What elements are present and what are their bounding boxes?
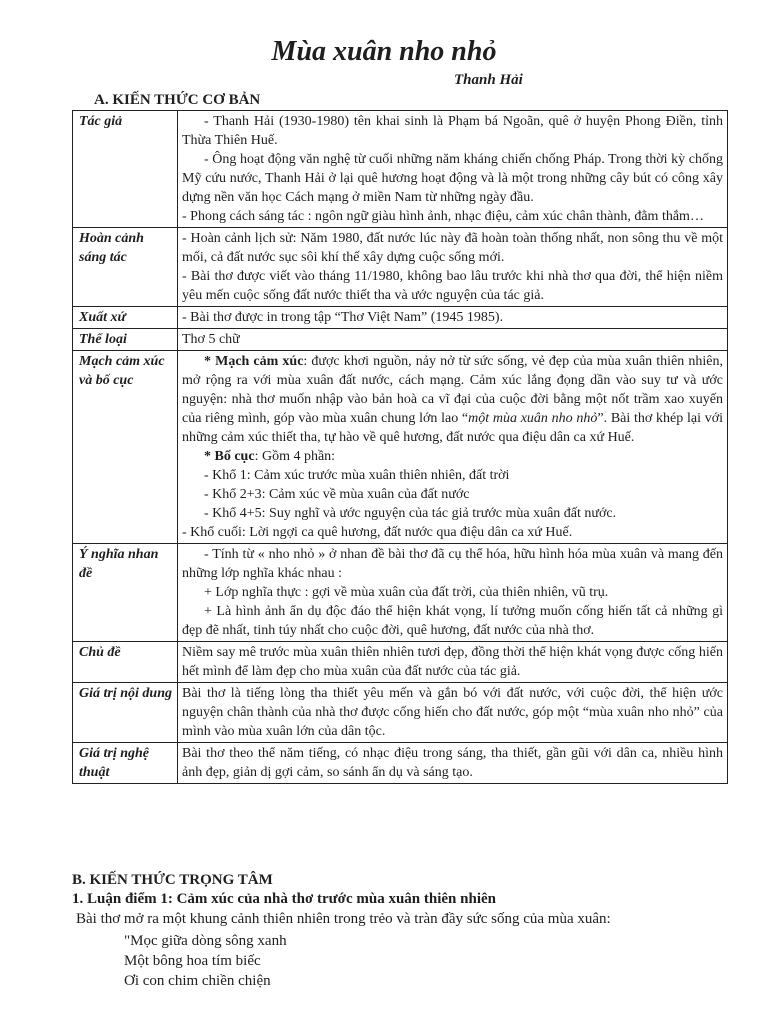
paragraph: - Khổ cuối: Lời ngợi ca quê hương, đất nước qua điệu dân ca xứ Huế. (182, 525, 573, 540)
paragraph: Bài thơ theo thể năm tiếng, có nhạc điệu trong sáng, tha thiết, gần gũi với dân ca, nhiều hình ảnh đẹp, giản dị gợi cảm, so sánh ẩn dụ và sáng tạo. (182, 746, 723, 780)
poem-line: "Mọc giữa dòng sông xanh (124, 933, 287, 949)
row-content (178, 329, 728, 351)
row-content (178, 642, 728, 683)
poem-line: Ơi con chim chiền chiện (124, 973, 271, 989)
row-content (178, 111, 728, 228)
paragraph: - Hoàn cảnh lịch sử: Năm 1980, đất nước lúc này đã hoàn toàn thống nhất, non sông thu về một mối, cả đất nước sục sôi khí thế xây dựng cuộc sống mới. (182, 231, 723, 265)
paragraph: Niềm say mê trước mùa xuân thiên nhiên tươi đẹp, đồng thời thể hiện khát vọng được cống hiến hết mình để làm đẹp cho mùa xuân của đất nước của tác giả. (182, 645, 723, 679)
paragraph: - Bài thơ được in trong tập “Thơ Việt Nam” (1945 1985). (182, 310, 504, 325)
row-label: Ý nghĩa nhan đề (73, 544, 178, 642)
row-label: Tác giả (73, 111, 178, 228)
text-run: ”. Bài thơ khép lại với những cảm xúc thiết tha, tự hào về quê hương, đất nước qua điệu dân ca xứ Huế. (182, 411, 723, 445)
table-row (73, 642, 728, 683)
paragraph: Bài thơ là tiếng lòng tha thiết yêu mến và gắn bó với đất nước, với cuộc đời, thể hiện ước nguyện chân thành của nhà thơ được cống hiến cho đất nước, góp một “mùa xuân nho nhỏ” của mình vào mùa xuân lớn của dân tộc. (182, 686, 723, 739)
row-content (178, 351, 728, 544)
section-b-heading: B. KIẾN THỨC TRỌNG TÂM (72, 872, 273, 888)
paragraph (182, 352, 723, 447)
table-row (73, 329, 728, 351)
point-1-heading: 1. Luận điểm 1: Cảm xúc của nhà thơ trước mùa xuân thiên nhiên (72, 891, 496, 907)
intro-text: Bài thơ mở ra một khung cảnh thiên nhiên trong trẻo và tràn đầy sức sống của mùa xuân: (76, 911, 611, 927)
author-name: Thanh Hải (454, 72, 523, 88)
row-label: Giá trị nội dung (73, 683, 178, 743)
list-item: - Khổ 2+3: Cảm xúc về mùa xuân của đất nước (204, 487, 470, 502)
table-row (73, 351, 728, 544)
paragraph: Thơ 5 chữ (182, 332, 240, 347)
paragraph: - Thanh Hải (1930-1980) tên khai sinh là Phạm bá Ngoãn, quê ở huyện Phong Điền, tỉnh Thừa Thiên Huế. (182, 114, 723, 148)
page-title: Mùa xuân nho nhỏ (271, 36, 497, 67)
paragraph: - Bài thơ được viết vào tháng 11/1980, không bao lâu trước khi nhà thơ qua đời, thể hiện niềm yêu mến cuộc sống đất nước thiết tha và ước nguyện của tác giả. (182, 269, 723, 303)
text-run: : Gồm 4 phần: (254, 449, 336, 464)
paragraph: - Tính từ « nho nhỏ » ở nhan đề bài thơ đã cụ thể hóa, hữu hình hóa mùa xuân và mang đến những lớp nghĩa khác nhau : (182, 547, 723, 581)
table-row (73, 228, 728, 307)
paragraph: + Lớp nghĩa thực : gợi về mùa xuân của đất trời, của thiên nhiên, vũ trụ. (204, 585, 609, 600)
text-run: : được khơi nguồn, nảy nở từ sức sống, vẻ đẹp của mùa xuân thiên nhiên, mở rộng ra với mùa xuân đất nước, cách mạng. Cảm xúc lắng đọng dần vào suy tư và ước nguyện: nhà thơ muốn nhập vào bản hoà ca vĩ đại của cuộc đời bằng một nốt trầm xao xuyến của riêng mình, góp vào mùa xuân chung lớn lao “ (182, 354, 723, 426)
table-row (73, 683, 728, 743)
row-content (178, 683, 728, 743)
table-row (73, 743, 728, 784)
table-row (73, 307, 728, 329)
list-item: - Khổ 1: Cảm xúc trước mùa xuân thiên nhiên, đất trời (204, 468, 510, 483)
paragraph: - Phong cách sáng tác : ngôn ngữ giàu hình ảnh, nhạc điệu, cảm xúc chân thành, đằm thắm… (182, 209, 704, 224)
row-content (178, 228, 728, 307)
poem-line: Một bông hoa tím biếc (124, 953, 261, 969)
section-a-heading: A. KIẾN THỨC CƠ BẢN (94, 92, 261, 108)
table-row (73, 544, 728, 642)
bo-cuc-heading: * Bố cục (204, 449, 255, 464)
list-item: - Khổ 4+5: Suy nghĩ và ước nguyện của tác giả trước mùa xuân đất nước. (204, 506, 617, 521)
row-label: Chủ đề (73, 642, 178, 683)
paragraph (182, 447, 723, 466)
table-row (73, 111, 728, 228)
paragraph: - Ông hoạt động văn nghệ từ cuối những năm kháng chiến chống Pháp. Trong thời kỳ chống Mỹ cứu nước, Thanh Hải ở lại quê hương hoạt động và là một trong những cây bút có công xây dựng nền văn học Cách mạng ở miền Nam từ những ngày đầu. (182, 152, 723, 205)
poem-excerpt (124, 931, 287, 991)
row-content (178, 743, 728, 784)
paragraph: + Là hình ảnh ẩn dụ độc đáo thể hiện khát vọng, lí tưởng muốn cống hiến tất cả những gì đẹp đẽ nhất, tinh túy nhất cho cuộc đời, quê hương, đất nước của nhà thơ. (182, 604, 723, 638)
row-label: Hoàn cảnh sáng tác (73, 228, 178, 307)
knowledge-table (72, 110, 728, 784)
row-label: Thể loại (73, 329, 178, 351)
mach-cam-xuc-heading: * Mạch cảm xúc (204, 354, 304, 369)
row-label: Xuất xứ (73, 307, 178, 329)
row-content (178, 307, 728, 329)
quote-run: một mùa xuân nho nhỏ (468, 411, 598, 426)
row-content (178, 544, 728, 642)
row-label: Mạch cảm xúc và bố cục (73, 351, 178, 544)
row-label: Giá trị nghệ thuật (73, 743, 178, 784)
